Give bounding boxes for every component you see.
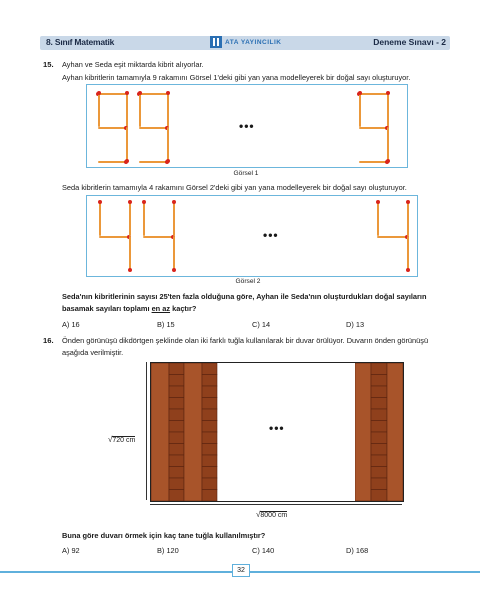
brick xyxy=(202,421,217,433)
matchstick xyxy=(98,127,126,129)
matchstick xyxy=(387,127,389,161)
matchstick-head xyxy=(376,200,380,204)
matchstick-head xyxy=(128,268,132,272)
publisher-logo-text: ATA YAYINCILIK xyxy=(225,38,282,46)
brick xyxy=(371,490,387,502)
q16-line-1: Önden görünüşü dikdörtgen şeklinde olan iki farklı tuğla kullanılarak bir duvar örülüyor. Duvarın önden görünüşü xyxy=(62,336,429,345)
brick xyxy=(371,467,387,479)
width-label-value: 8000 cm xyxy=(260,512,288,519)
q16-option-d[interactable]: D) 168 xyxy=(346,546,369,555)
brick xyxy=(202,375,217,387)
matchstick-head xyxy=(172,268,176,272)
header-exam-title: Deneme Sınavı - 2 xyxy=(373,37,446,47)
matchstick xyxy=(359,93,387,95)
brick xyxy=(371,363,387,375)
brick xyxy=(202,409,217,421)
brick xyxy=(169,409,184,421)
height-label: √720 cm xyxy=(108,435,136,444)
matchstick xyxy=(173,236,175,270)
width-label: √8000 cm xyxy=(256,510,288,519)
brick xyxy=(169,421,184,433)
figure-2-box xyxy=(86,195,418,277)
matchstick-head xyxy=(166,91,170,95)
matchstick-head xyxy=(128,200,132,204)
brick xyxy=(202,386,217,398)
matchstick xyxy=(173,202,175,236)
brick-column-left xyxy=(151,363,218,501)
brick xyxy=(169,490,184,502)
height-dimension-line xyxy=(146,362,147,500)
brick xyxy=(202,432,217,444)
matchstick xyxy=(139,93,141,127)
brick xyxy=(371,478,387,490)
brick xyxy=(371,421,387,433)
matchstick xyxy=(99,202,101,236)
brick xyxy=(371,409,387,421)
wall-front-view xyxy=(150,362,404,502)
q15-line-2: Ayhan kibritlerin tamamıyla 9 rakamını Görsel 1'deki gibi yan yana modelleyerek bir doğal sayı oluşturuyor. xyxy=(62,73,411,82)
brick xyxy=(387,363,403,501)
matchstick-head xyxy=(142,200,146,204)
brick xyxy=(169,467,184,479)
figure-1-caption: Görsel 1 xyxy=(233,170,259,177)
q15-option-b[interactable]: B) 15 xyxy=(157,320,175,329)
q15-question-line-1: Seda'nın kibritlerinin sayısı 25'ten fazla olduğuna göre, Ayhan ile Seda'nın oluşturdukları doğal sayıların xyxy=(62,292,427,301)
matchstick xyxy=(98,161,126,163)
brick xyxy=(202,444,217,456)
matchstick xyxy=(98,93,100,127)
q15-option-c[interactable]: C) 14 xyxy=(252,320,271,329)
q16-option-c[interactable]: C) 140 xyxy=(252,546,275,555)
matchstick-head xyxy=(406,200,410,204)
brick xyxy=(151,363,169,501)
brick xyxy=(169,398,184,410)
matchstick xyxy=(387,93,389,127)
matchstick xyxy=(359,127,387,129)
q16-line-2: aşağıda verilmiştir. xyxy=(62,348,124,357)
brick xyxy=(202,363,217,375)
q15-question-part-3: kaçtır? xyxy=(170,304,197,313)
matchstick-head xyxy=(385,160,389,164)
matchstick xyxy=(143,202,145,236)
brick xyxy=(371,432,387,444)
figure-1-ellipsis: ••• xyxy=(239,119,255,133)
brick xyxy=(202,490,217,502)
matchstick xyxy=(129,236,131,270)
figure-2-ellipsis: ••• xyxy=(263,228,279,242)
q15-line-1: Ayhan ve Seda eşit miktarda kibrit alıyorlar. xyxy=(62,60,204,69)
question-15-number: 15. xyxy=(43,60,54,69)
figure-1-box xyxy=(86,84,408,168)
brick xyxy=(202,478,217,490)
matchstick xyxy=(139,93,167,95)
width-dimension-line xyxy=(150,504,402,505)
height-label-value: 720 cm xyxy=(112,437,136,444)
brick xyxy=(169,455,184,467)
brick xyxy=(371,455,387,467)
matchstick-head xyxy=(172,200,176,204)
brick xyxy=(169,386,184,398)
matchstick-head xyxy=(98,200,102,204)
matchstick-head xyxy=(165,160,169,164)
page-number: 32 xyxy=(232,564,250,577)
matchstick xyxy=(143,236,173,238)
matchstick xyxy=(98,93,126,95)
q15-question-part-1: basamak sayıları toplamı xyxy=(62,304,152,313)
brick xyxy=(371,386,387,398)
brick xyxy=(355,363,371,501)
q15-question-emphasis: en az xyxy=(151,304,171,313)
question-16-number: 16. xyxy=(43,336,54,345)
matchstick xyxy=(126,93,128,127)
matchstick xyxy=(139,161,167,163)
brick xyxy=(371,398,387,410)
matchstick xyxy=(167,93,169,127)
figure-2-matchsticks xyxy=(87,196,417,276)
q15-option-a[interactable]: A) 16 xyxy=(62,320,80,329)
brick xyxy=(202,398,217,410)
matchstick xyxy=(126,127,128,161)
brick-column-right xyxy=(355,363,403,501)
brick xyxy=(169,375,184,387)
publisher-logo xyxy=(210,36,281,48)
matchstick xyxy=(359,93,361,127)
brick xyxy=(184,363,202,501)
matchstick xyxy=(377,236,407,238)
header-subject-title: 8. Sınıf Matematik xyxy=(46,37,115,47)
matchstick xyxy=(359,161,387,163)
matchstick xyxy=(167,127,169,161)
brick xyxy=(169,478,184,490)
brick xyxy=(202,467,217,479)
q15-option-d[interactable]: D) 13 xyxy=(346,320,365,329)
matchstick-head xyxy=(125,91,129,95)
matchstick-head xyxy=(386,91,390,95)
brick xyxy=(169,432,184,444)
matchstick-head xyxy=(406,268,410,272)
q16-option-a[interactable]: A) 92 xyxy=(62,546,80,555)
brick xyxy=(371,375,387,387)
brick xyxy=(169,363,184,375)
matchstick xyxy=(377,202,379,236)
matchstick-head xyxy=(124,160,128,164)
publisher-logo-icon xyxy=(210,36,222,48)
q16-question: Buna göre duvarı örmek için kaç tane tuğla kullanılmıştır? xyxy=(62,531,266,540)
matchstick xyxy=(407,202,409,236)
figure-2-caption: Görsel 2 xyxy=(235,278,261,285)
matchstick xyxy=(99,236,129,238)
brick xyxy=(371,444,387,456)
q15-line-3: Seda kibritlerin tamamıyla 4 rakamını Görsel 2'deki gibi yan yana modelleyerek bir doğal sayı oluşturuyor. xyxy=(62,183,407,192)
q16-option-b[interactable]: B) 120 xyxy=(157,546,179,555)
matchstick xyxy=(139,127,167,129)
brick xyxy=(202,455,217,467)
matchstick xyxy=(129,202,131,236)
wall-ellipsis: ••• xyxy=(269,421,285,435)
matchstick xyxy=(407,236,409,270)
brick xyxy=(169,444,184,456)
q15-question-line-2 xyxy=(62,304,196,313)
